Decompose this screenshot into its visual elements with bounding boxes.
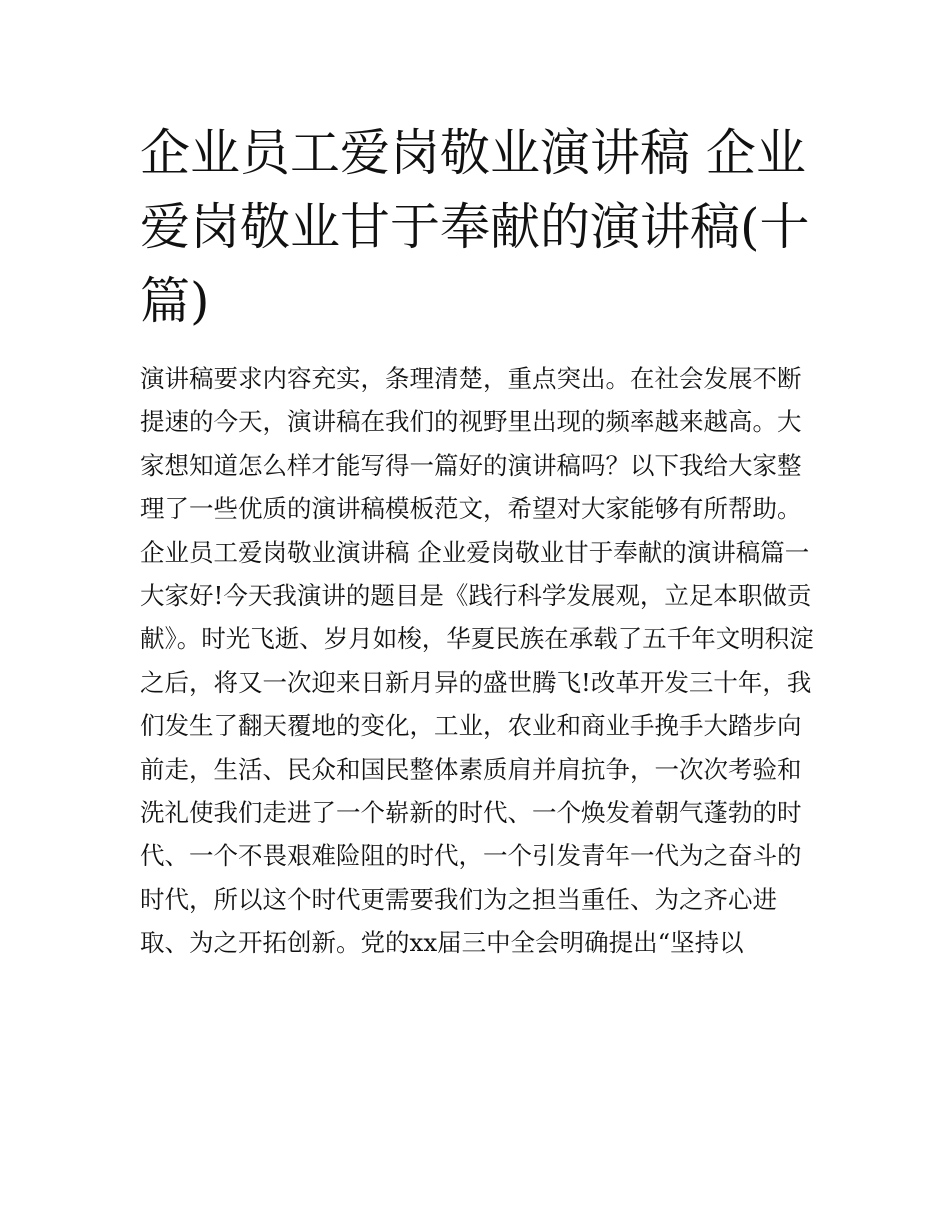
document-title: 企业员工爱岗敬业演讲稿 企业爱岗敬业甘于奉献的演讲稿(十篇) [140, 124, 810, 330]
speech-paragraph: 大家好!今天我演讲的题目是《践行科学发展观，立足本职做贡献》。时光飞逝、岁月如梭，华夏民族在承载了五千年文明积淀之后，将又一次迎来日新月异的盛世腾飞!改革开发三十年，我们发生了翻天覆地的变化，工业，农业和商业手挽手大踏步向前走，生活、民众和国民整体素质肩并肩抗争，一次次考验和洗礼使我们走进了一个崭新的时代、一个焕发着朝气蓬勃的时代、一个不畏艰难险阻的时代，一个引发青年一代为之奋斗的时代，所以这个时代更需要我们为之担当重任、为之齐心进取、为之开拓创新。党的xx届三中全会明确提出“坚持以 [140, 581, 814, 958]
section-heading: 企业员工爱岗敬业演讲稿 企业爱岗敬业甘于奉献的演讲稿篇一 [140, 537, 810, 567]
document-body [140, 357, 820, 965]
intro-paragraph: 演讲稿要求内容充实，条理清楚，重点突出。在社会发展不断提速的今天，演讲稿在我们的视野里出现的频率越来越高。大家想知道怎么样才能写得一篇好的演讲稿吗？以下我给大家整理了一些优质的演讲稿模板范文，希望对大家能够有所帮助。 [140, 364, 802, 524]
